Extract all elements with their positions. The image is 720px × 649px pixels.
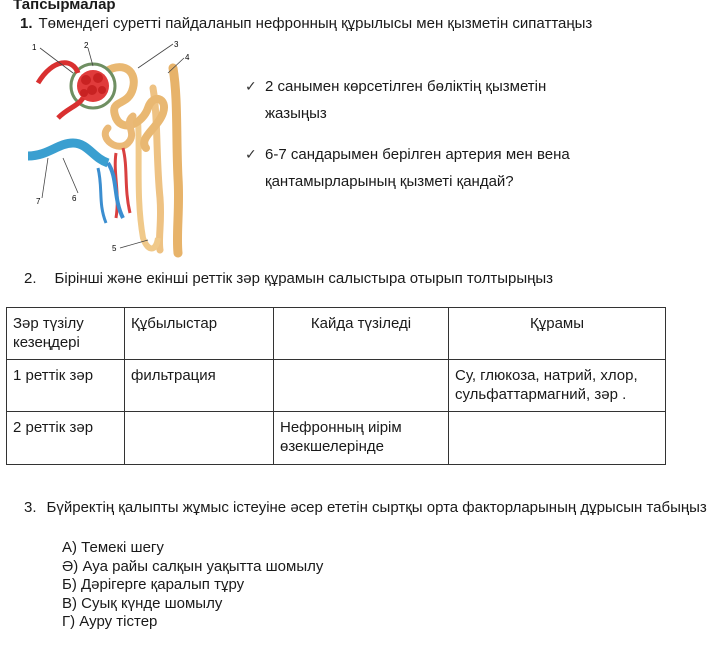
checklist-item-2-line1: 6-7 сандарымен берілген артерия мен вена: [265, 146, 570, 163]
table-cell[interactable]: [274, 360, 449, 412]
figure-label-5: 5: [112, 244, 117, 253]
figure-label-7: 7: [36, 197, 41, 206]
question-3-options: [62, 539, 323, 632]
table-cell[interactable]: [449, 412, 666, 465]
answer-option[interactable]: Г) Ауру тістер: [62, 613, 158, 630]
question-2-number: 2.: [24, 270, 37, 287]
figure-label-4: 4: [185, 53, 190, 62]
table-cell[interactable]: фильтрация: [125, 360, 274, 412]
question-3-number: 3.: [24, 499, 37, 516]
answer-option[interactable]: В) Суық күнде шомылу: [62, 594, 223, 612]
question-2-text: Бірінші және екінші реттік зәр құрамын салыстыра отырып толтырыңыз: [54, 270, 554, 287]
answer-option[interactable]: Ә) Ауа райы салқын уақытта шомылу: [62, 557, 324, 575]
table-cell[interactable]: Су, глюкоза, натрий, хлор, сульфаттармагний, зәр .: [449, 360, 666, 412]
table-header-row: [7, 308, 666, 360]
page-heading: Тапсырмалар: [13, 0, 116, 13]
checklist-item-2: [245, 141, 570, 195]
checklist-item-1-line1: 2 санымен көрсетілген бөліктің қызметін: [265, 78, 547, 95]
table-cell: 1 реттік зәр: [7, 360, 125, 412]
table-header-cell: Зәр түзілу кезеңдері: [7, 308, 125, 360]
question-1-number: 1.: [20, 15, 33, 32]
checklist-item-1: [245, 73, 546, 127]
question-3: [24, 499, 720, 517]
table-header-cell: Құбылыстар: [125, 308, 274, 360]
figure-label-1: 1: [32, 43, 37, 52]
question-3-text: Бүйректің қалыпты жұмыс істеуіне әсер ететін сыртқы орта факторларының дұрысын табыңыз: [46, 499, 707, 516]
nephron-figure: [28, 38, 208, 258]
table-header-cell: Кайда түзіледі: [274, 308, 449, 360]
table-cell[interactable]: [125, 412, 274, 465]
figure-label-6: 6: [72, 194, 77, 203]
urine-comparison-table: [6, 307, 666, 465]
checklist-item-2-line2: қантамырларының қызметі қандай?: [265, 173, 514, 190]
answer-option[interactable]: А) Темекі шегу: [62, 539, 164, 556]
figure-label-2: 2: [84, 41, 89, 50]
table-row: [7, 360, 666, 412]
table-header-cell: Құрамы: [449, 308, 666, 360]
check-icon: ✓: [245, 78, 257, 94]
question-1: [20, 15, 592, 32]
question-2: [24, 270, 553, 287]
checklist-item-1-line2: жазыңыз: [265, 105, 327, 122]
table-cell[interactable]: Нефронның иірім өзекшелерінде: [274, 412, 449, 465]
table-row: [7, 412, 666, 465]
question-1-text: Төмендегі суретті пайдаланып нефронның құрылысы мен қызметін сипаттаңыз: [38, 15, 593, 32]
check-icon: ✓: [245, 146, 257, 162]
answer-option[interactable]: Б) Дәрігерге қаралып тұру: [62, 576, 245, 593]
figure-label-3: 3: [174, 40, 179, 49]
table-cell: 2 реттік зәр: [7, 412, 125, 465]
